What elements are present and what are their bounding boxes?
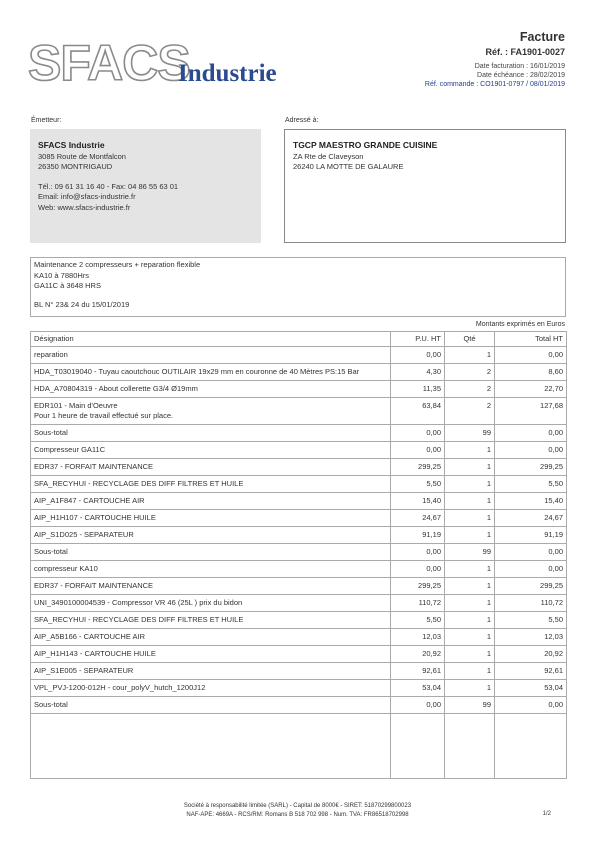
item-unit-price: 0,00 <box>391 561 445 578</box>
item-quantity: 1 <box>445 510 495 527</box>
item-unit-price: 0,00 <box>391 544 445 561</box>
table-row <box>31 561 567 578</box>
item-unit-price: 0,00 <box>391 425 445 442</box>
table-row <box>31 398 567 425</box>
table-row <box>31 697 567 714</box>
item-unit-price: 63,84 <box>391 398 445 425</box>
recipient-label: Adressé à: <box>285 117 319 124</box>
table-row <box>31 381 567 398</box>
empty-cell <box>445 714 495 779</box>
item-quantity: 99 <box>445 544 495 561</box>
item-unit-price: 20,92 <box>391 646 445 663</box>
item-quantity: 1 <box>445 493 495 510</box>
page-number: 1/2 <box>542 811 551 817</box>
table-row <box>31 425 567 442</box>
empty-cell <box>495 714 567 779</box>
table-header-row <box>31 332 567 347</box>
item-designation: Sous-total <box>31 544 391 561</box>
item-unit-price: 5,50 <box>391 612 445 629</box>
col-unit-price: P.U. HT <box>391 332 445 347</box>
item-designation: AIP_S1E005 - SEPARATEUR <box>31 663 391 680</box>
item-designation: EDR37 - FORFAIT MAINTENANCE <box>31 459 391 476</box>
item-quantity: 1 <box>445 561 495 578</box>
item-total: 0,00 <box>495 561 567 578</box>
item-total: 299,25 <box>495 578 567 595</box>
item-total: 5,50 <box>495 612 567 629</box>
item-total: 24,67 <box>495 510 567 527</box>
item-designation: AIP_A5B166 - CARTOUCHE AIR <box>31 629 391 646</box>
item-total: 15,40 <box>495 493 567 510</box>
invoice-header <box>425 30 565 88</box>
item-total: 299,25 <box>495 459 567 476</box>
item-total: 91,19 <box>495 527 567 544</box>
item-designation: Sous-total <box>31 425 391 442</box>
description-line1: Maintenance 2 compresseurs + reparation flexible <box>34 260 201 269</box>
item-quantity: 99 <box>445 697 495 714</box>
item-quantity: 1 <box>445 680 495 697</box>
item-quantity: 2 <box>445 381 495 398</box>
table-row <box>31 595 567 612</box>
item-designation: Compresseur GA11C <box>31 442 391 459</box>
item-quantity: 1 <box>445 442 495 459</box>
item-total: 22,70 <box>495 381 567 398</box>
item-unit-price: 4,30 <box>391 364 445 381</box>
item-unit-price: 0,00 <box>391 347 445 364</box>
item-unit-price: 15,40 <box>391 493 445 510</box>
table-row <box>31 544 567 561</box>
col-quantity: Qté <box>445 332 495 347</box>
item-total: 92,61 <box>495 663 567 680</box>
logo-subtitle: Industrie <box>178 60 277 87</box>
item-unit-price: 92,61 <box>391 663 445 680</box>
item-total: 12,03 <box>495 629 567 646</box>
item-unit-price: 91,19 <box>391 527 445 544</box>
emitter-name: SFACS Industrie <box>38 140 105 150</box>
recipient-box <box>284 129 566 243</box>
item-designation: EDR37 - FORFAIT MAINTENANCE <box>31 578 391 595</box>
table-row <box>31 364 567 381</box>
item-designation: HDA_T03019040 - Tuyau caoutchouc OUTILAIR 19x29 mm en couronne de 40 Mètres PS:15 Bar <box>31 364 391 381</box>
table-row <box>31 442 567 459</box>
emitter-phone: Tél.: 09 61 31 16 40 - Fax: 04 86 55 63 01 <box>38 181 179 191</box>
item-designation: AIP_S1D025 - SEPARATEUR <box>31 527 391 544</box>
due-date: Date échéance : 28/02/2019 <box>477 72 565 79</box>
item-total: 0,00 <box>495 544 567 561</box>
item-quantity: 1 <box>445 646 495 663</box>
logo-wordmark: SFACS <box>28 36 190 88</box>
invoice-items-table <box>30 331 567 779</box>
empty-cell <box>31 714 391 779</box>
item-designation: AIP_A1F847 - CARTOUCHE AIR <box>31 493 391 510</box>
item-unit-price: 12,03 <box>391 629 445 646</box>
item-quantity: 1 <box>445 459 495 476</box>
item-designation: HDA_A70804319 - About collerette G3/4 Ø19mm <box>31 381 391 398</box>
description-line4: BL N° 23& 24 du 15/01/2019 <box>34 299 130 309</box>
description-line3: GA11C à 3648 HRS <box>34 281 101 290</box>
item-total: 8,60 <box>495 364 567 381</box>
table-row <box>31 510 567 527</box>
table-row <box>31 578 567 595</box>
table-row <box>31 347 567 364</box>
item-quantity: 99 <box>445 425 495 442</box>
item-total: 53,04 <box>495 680 567 697</box>
item-designation: EDR101 - Main d'Oeuvre Pour 1 heure de travail effectué sur place. <box>31 398 391 425</box>
item-quantity: 1 <box>445 595 495 612</box>
empty-cell <box>391 714 445 779</box>
table-row <box>31 476 567 493</box>
footer-line2: NAF-APE: 4669A - RCS/RM: Romans B 518 702 998 - Num. TVA: FR86518702998 <box>186 812 409 818</box>
table-row <box>31 663 567 680</box>
item-quantity: 1 <box>445 663 495 680</box>
col-designation: Désignation <box>31 332 391 347</box>
recipient-name: TGCP MAESTRO GRANDE CUISINE <box>293 140 438 150</box>
table-row <box>31 459 567 476</box>
table-row <box>31 527 567 544</box>
table-row <box>31 493 567 510</box>
item-total: 127,68 <box>495 398 567 425</box>
item-total: 0,00 <box>495 442 567 459</box>
order-reference: Réf. commande : CO1901-0797 / 08/01/2019 <box>424 81 565 88</box>
item-unit-price: 5,50 <box>391 476 445 493</box>
item-quantity: 1 <box>445 527 495 544</box>
table-row <box>31 629 567 646</box>
invoice-reference: Réf. : FA1901-0027 <box>485 47 565 57</box>
item-total: 110,72 <box>495 595 567 612</box>
item-unit-price: 299,25 <box>391 459 445 476</box>
item-unit-price: 11,35 <box>391 381 445 398</box>
item-quantity: 2 <box>445 364 495 381</box>
item-quantity: 1 <box>445 612 495 629</box>
invoice-date: Date facturation : 16/01/2019 <box>474 63 565 70</box>
col-total: Total HT <box>495 332 567 347</box>
description-line2: KA10 à 7880Hrs <box>34 270 90 280</box>
table-filler-row <box>31 714 567 779</box>
emitter-web: Web: www.sfacs-industrie.fr <box>38 202 131 212</box>
table-row <box>31 612 567 629</box>
item-total: 0,00 <box>495 425 567 442</box>
item-unit-price: 0,00 <box>391 442 445 459</box>
table-row <box>31 646 567 663</box>
item-unit-price: 0,00 <box>391 697 445 714</box>
item-designation: compresseur KA10 <box>31 561 391 578</box>
item-total: 20,92 <box>495 646 567 663</box>
emitter-label: Émetteur: <box>31 117 62 124</box>
recipient-address-line2: 26240 LA MOTTE DE GALAURE <box>293 162 404 171</box>
item-designation: SFA_RECYHUI - RECYCLAGE DES DIFF FILTRES ET HUILE <box>31 476 391 493</box>
item-designation: UNI_3490100004539 - Compressor VR 46 (25L ) prix du bidon <box>31 595 391 612</box>
currency-note: Montants exprimés en Euros <box>475 321 565 328</box>
item-quantity: 1 <box>445 476 495 493</box>
item-total: 0,00 <box>495 347 567 364</box>
emitter-box <box>30 129 261 243</box>
item-designation: AIP_H1H107 - CARTOUCHE HUILE <box>31 510 391 527</box>
item-total: 0,00 <box>495 697 567 714</box>
item-designation: AIP_H1H143 - CARTOUCHE HUILE <box>31 646 391 663</box>
item-designation: SFA_RECYHUI - RECYCLAGE DES DIFF FILTRES ET HUILE <box>31 612 391 629</box>
item-quantity: 1 <box>445 629 495 646</box>
item-unit-price: 110,72 <box>391 595 445 612</box>
item-designation: reparation <box>31 347 391 364</box>
item-quantity: 1 <box>445 578 495 595</box>
item-quantity: 1 <box>445 347 495 364</box>
invoice-description <box>30 257 566 317</box>
item-designation: VPL_PVJ-1200-012H - cour_polyV_hutch_1200J12 <box>31 680 391 697</box>
item-total: 5,50 <box>495 476 567 493</box>
table-row <box>31 680 567 697</box>
item-unit-price: 53,04 <box>391 680 445 697</box>
item-unit-price: 24,67 <box>391 510 445 527</box>
recipient-address-line1: ZA Rte de Claveyson <box>293 151 364 161</box>
emitter-address-line1: 3085 Route de Montfalcon <box>38 151 126 161</box>
item-quantity: 2 <box>445 398 495 425</box>
item-designation: Sous-total <box>31 697 391 714</box>
footer-line1: Société à responsabilité limitée (SARL) - Capital de 8000€ - SIRET: 51870299800023 <box>183 803 412 809</box>
emitter-email: Email: info@sfacs-industrie.fr <box>38 192 136 201</box>
item-unit-price: 299,25 <box>391 578 445 595</box>
legal-footer <box>0 802 595 820</box>
emitter-address-line2: 26350 MONTRIGAUD <box>38 162 113 171</box>
invoice-title: Facture <box>519 30 565 44</box>
company-logo <box>28 36 318 88</box>
